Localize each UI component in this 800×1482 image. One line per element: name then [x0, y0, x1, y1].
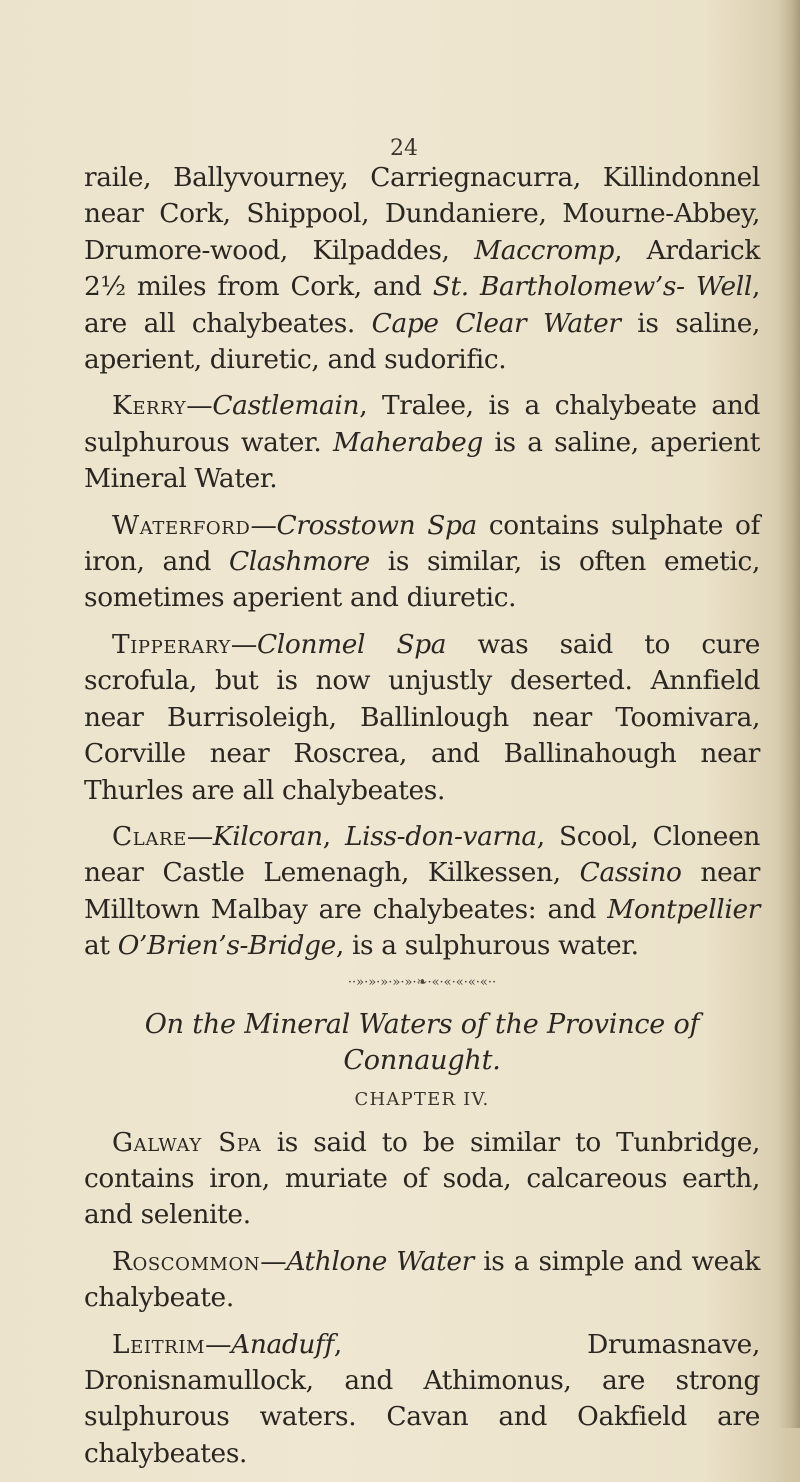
paragraphs-after: [84, 1125, 760, 1473]
paragraph: [84, 627, 760, 809]
county-name: Leitrim: [112, 1328, 206, 1360]
text-run: —: [186, 820, 213, 852]
paragraph: [84, 1125, 760, 1234]
italic-place-name: Montpellier: [607, 893, 760, 925]
text-run: , is a sulphurous water.: [335, 930, 639, 962]
county-name: Galway Spa: [112, 1126, 262, 1158]
county-name: Clare: [112, 820, 187, 852]
text-run: —: [260, 1245, 287, 1277]
page-edge-shadow: [778, 0, 800, 1428]
paragraph: [84, 1327, 760, 1473]
italic-place-name: Athlone Water: [286, 1245, 474, 1277]
text-run: at: [84, 930, 118, 962]
italic-place-name: Cape Clear Water: [371, 307, 621, 339]
italic-place-name: Maccromp: [474, 234, 615, 266]
italic-place-name: Crosstown Spa: [276, 509, 477, 541]
county-name: Kerry: [112, 390, 187, 422]
paragraph: [84, 1244, 760, 1317]
italic-place-name: Kilcoran: [212, 820, 323, 852]
text-run: is saline, aperient, diuretic, and sudorific.: [84, 307, 761, 376]
italic-place-name: Maherabeg: [332, 426, 483, 458]
text-run: is a saline, aperient Mineral Water.: [84, 426, 760, 495]
county-name: Waterford: [112, 509, 251, 541]
text-run: raile, Ballyvourney, Carriegnacurra, Killindonnel near Cork, Shippool, Dundaniere, Mourne-Abbey, Drumore-wood, Kilpaddes,: [84, 162, 760, 266]
text-run: —: [230, 628, 257, 660]
text-run: , are all chalybeates.: [84, 271, 760, 339]
text-run: —: [186, 390, 213, 422]
text-run: is a simple and weak chalybeate.: [84, 1245, 760, 1314]
italic-place-name: Anaduff: [231, 1328, 334, 1360]
text-run: was said to cure scrofula, but is now unjustly deserted. Annfield near Burrisoleigh, Ballinlough near Toomivara, Corville near Roscrea, and Ballinahough near Thurles are all chalybeates.: [84, 628, 760, 806]
text-run: —: [250, 509, 277, 541]
county-name: Tipperary: [112, 628, 231, 660]
paragraph: [84, 160, 760, 378]
page-number: 24: [390, 136, 418, 161]
italic-place-name: Clonmel Spa: [256, 628, 447, 660]
text-run: near Milltown Malbay are chalybeates: and: [84, 857, 760, 925]
italic-place-name: Cassino: [579, 857, 682, 889]
text-run: , Scool, Cloneen near Castle Lemenagh, Kilkessen,: [84, 820, 760, 889]
italic-place-name: Castlemain: [212, 390, 360, 422]
text-run: is said to be similar to Tunbridge, contains iron, muriate of soda, calcareous earth, and selenite.: [84, 1126, 761, 1231]
text-run: , Tralee, is a chalybeate and sulphurous water.: [84, 390, 760, 458]
text-run: —: [205, 1328, 232, 1360]
text-run: , Ardarick 2½ miles from Cork, and: [84, 234, 760, 303]
text-run: is similar, is often emetic, sometimes aperient and diuretic.: [84, 546, 760, 614]
chapter-heading: CHAPTER IV.: [354, 1088, 490, 1110]
italic-place-name: St. Bartholomew’s- Well: [432, 271, 752, 303]
section-heading: On the Mineral Waters of the Province of Connaught.: [144, 1008, 700, 1076]
paragraph: [84, 388, 760, 497]
county-name: Roscommon: [112, 1245, 261, 1277]
body-text: [84, 160, 760, 1482]
paragraph: [84, 819, 760, 965]
ornament-divider: ··»·»·»·»·»·❧·«·«·«·«·«··: [347, 974, 497, 990]
paragraphs-before: [84, 160, 760, 965]
text-run: contains sulphate of iron, and: [84, 509, 760, 578]
italic-place-name: O’Brien’s-Bridge: [117, 930, 336, 962]
text-run: ,: [322, 820, 345, 852]
text-run: , Drumasnave, Dronisnamullock, and Athimonus, are strong sulphurous waters. Cavan and Oakfield are chalybeates.: [84, 1328, 760, 1469]
paragraph: [84, 508, 760, 617]
italic-place-name: Clashmore: [228, 546, 370, 578]
italic-place-name: Liss-don-varna: [345, 820, 537, 852]
